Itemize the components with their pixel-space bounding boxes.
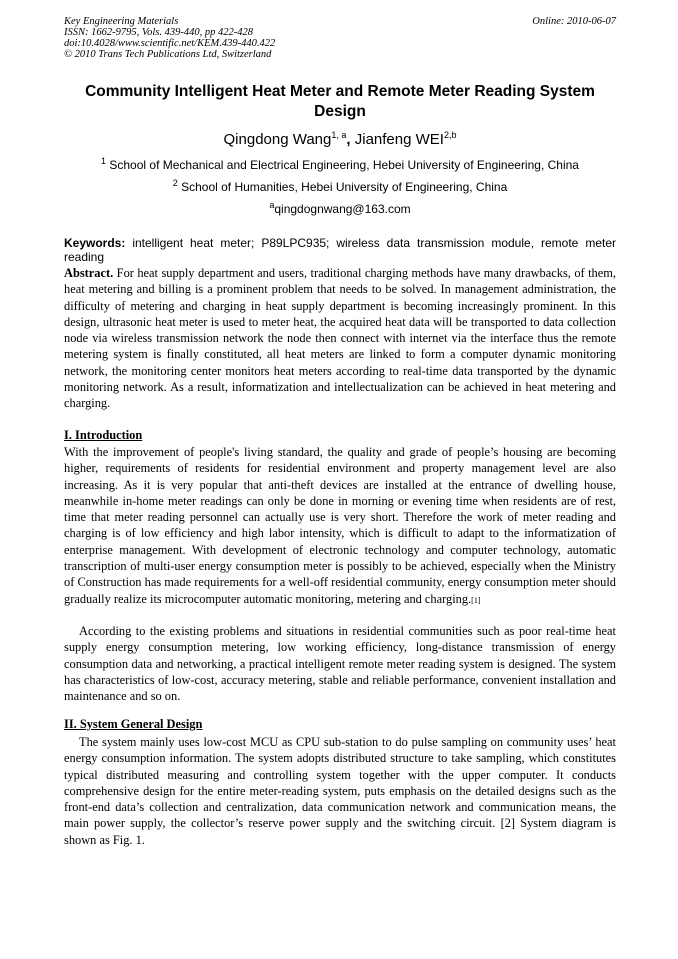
affiliation-2-sup: 2	[172, 178, 178, 188]
abstract	[64, 265, 616, 412]
author-2-name: Jianfeng WEI	[354, 131, 444, 148]
journal-copyright: © 2010 Trans Tech Publications Ltd, Switzerland	[64, 49, 272, 60]
affiliation-2-text: School of Humanities, Hebei University of Engineering, China	[181, 180, 508, 194]
section-1-heading: I. Introduction	[64, 428, 143, 442]
paper-title: Community Intelligent Heat Meter and Remote Meter Reading System Design	[85, 83, 595, 120]
keywords-label: Keywords:	[64, 236, 126, 250]
citation-1: [1]	[471, 595, 481, 605]
author-separator: ,	[346, 131, 355, 148]
keywords-text: intelligent heat meter; P89LPC935; wireless data transmission module, remote meter reading	[64, 236, 616, 264]
affiliation-1	[64, 157, 616, 173]
email-sup: a	[269, 200, 275, 210]
abstract-text: For heat supply department and users, traditional charging methods have many drawbacks, of them, heat metering and billing is a prominent problem that needs to be solved. In management administration, the difficulty of metering and charging in heat supply department is becoming increasingly prominent. In this design, ultrasonic heat meter is used to meter heat, the acquired heat data will be transported to data collection node via wireless transmission network the node then connect with internet via the interface thus the remote metering system is finally constituted, all heat meters are linked to form a computer dynamic monitoring network, the monitoring center monitors heat meters according to real-time data transported by the dynamic monitoring network. As a result, informatization and intellectualization can be achieved in heat metering and charging.	[64, 266, 616, 411]
section-1-paragraph-1-text: With the improvement of people's living standard, the quality and grade of people’s housing are becoming higher, requirements of residents for residential environment and property management level are also increasing. As it is very popular that anti-theft devices are installed at the entrance of dwelling house, meanwhile in-home meter readings can only be done in morning or evening time when residents are of rest, time that meter reading personnel can actually use is very short. Therefore the work of meter reading and charging is of low efficiency and high labor intensity, which is difficult to adapt to the informatization of enterprise management. With development of electronic technology and computer technology, automatic transcription of multi-user energy consumption meter is possibly to be achieved, especially when the Ministry of Construction has made requirements for a well-off residential community, energy consumption meter should gradually realize its microcomputer automatic monitoring, metering and charging.	[64, 445, 616, 606]
author-2-sup: 2,b	[443, 130, 457, 140]
journal-issn: ISSN: 1662-9795, Vols. 439-440, pp 422-428	[64, 27, 253, 38]
email-text: qingdognwang@163.com	[274, 202, 411, 216]
keywords	[64, 237, 616, 264]
section-1-paragraph-1	[64, 444, 616, 609]
author-1-sup: 1, a	[331, 130, 347, 140]
author-line	[64, 130, 616, 150]
section-2-heading: II. System General Design	[64, 717, 203, 731]
affiliation-1-sup: 1	[101, 156, 107, 166]
journal-header	[64, 16, 616, 60]
journal-name: Key Engineering Materials	[64, 16, 179, 27]
section-1-paragraph-2: According to the existing problems and situations in residential communities such as poor real-time heat supply energy consumption metering, low working efficiency, long-distance transmission of energy consumption data and networking, a practical intelligent remote meter reading system is designed. The system has characteristics of low-cost, accuracy metering, stable and reliable performance, convenient installation and maintenance and so on.	[64, 624, 616, 704]
affiliation-1-text: School of Mechanical and Electrical Engineering, Hebei University of Engineering, China	[109, 158, 579, 172]
author-email	[64, 201, 616, 217]
abstract-label: Abstract.	[64, 266, 114, 280]
affiliation-2	[64, 179, 616, 195]
online-date: Online: 2010-06-07	[532, 16, 616, 27]
journal-doi: doi:10.4028/www.scientific.net/KEM.439-440.422	[64, 38, 276, 49]
section-2-paragraph-1: The system mainly uses low-cost MCU as CPU sub-station to do pulse sampling on community uses’ heat energy consumption information. The system adopts distributed structure to take sampling, which constitutes typical distributed measuring and controlling system together with the upper computer. It conducts comprehensive design for the entire meter-reading system, puts emphasis on the detailed designs such as the front-end data’s collection and centralization, data communication network and communication means, the main power supply, the collector’s reserve power supply and the switching circuit. [2] System diagram is shown as Fig. 1.	[64, 735, 616, 847]
author-1-name: Qingdong Wang	[223, 131, 332, 148]
